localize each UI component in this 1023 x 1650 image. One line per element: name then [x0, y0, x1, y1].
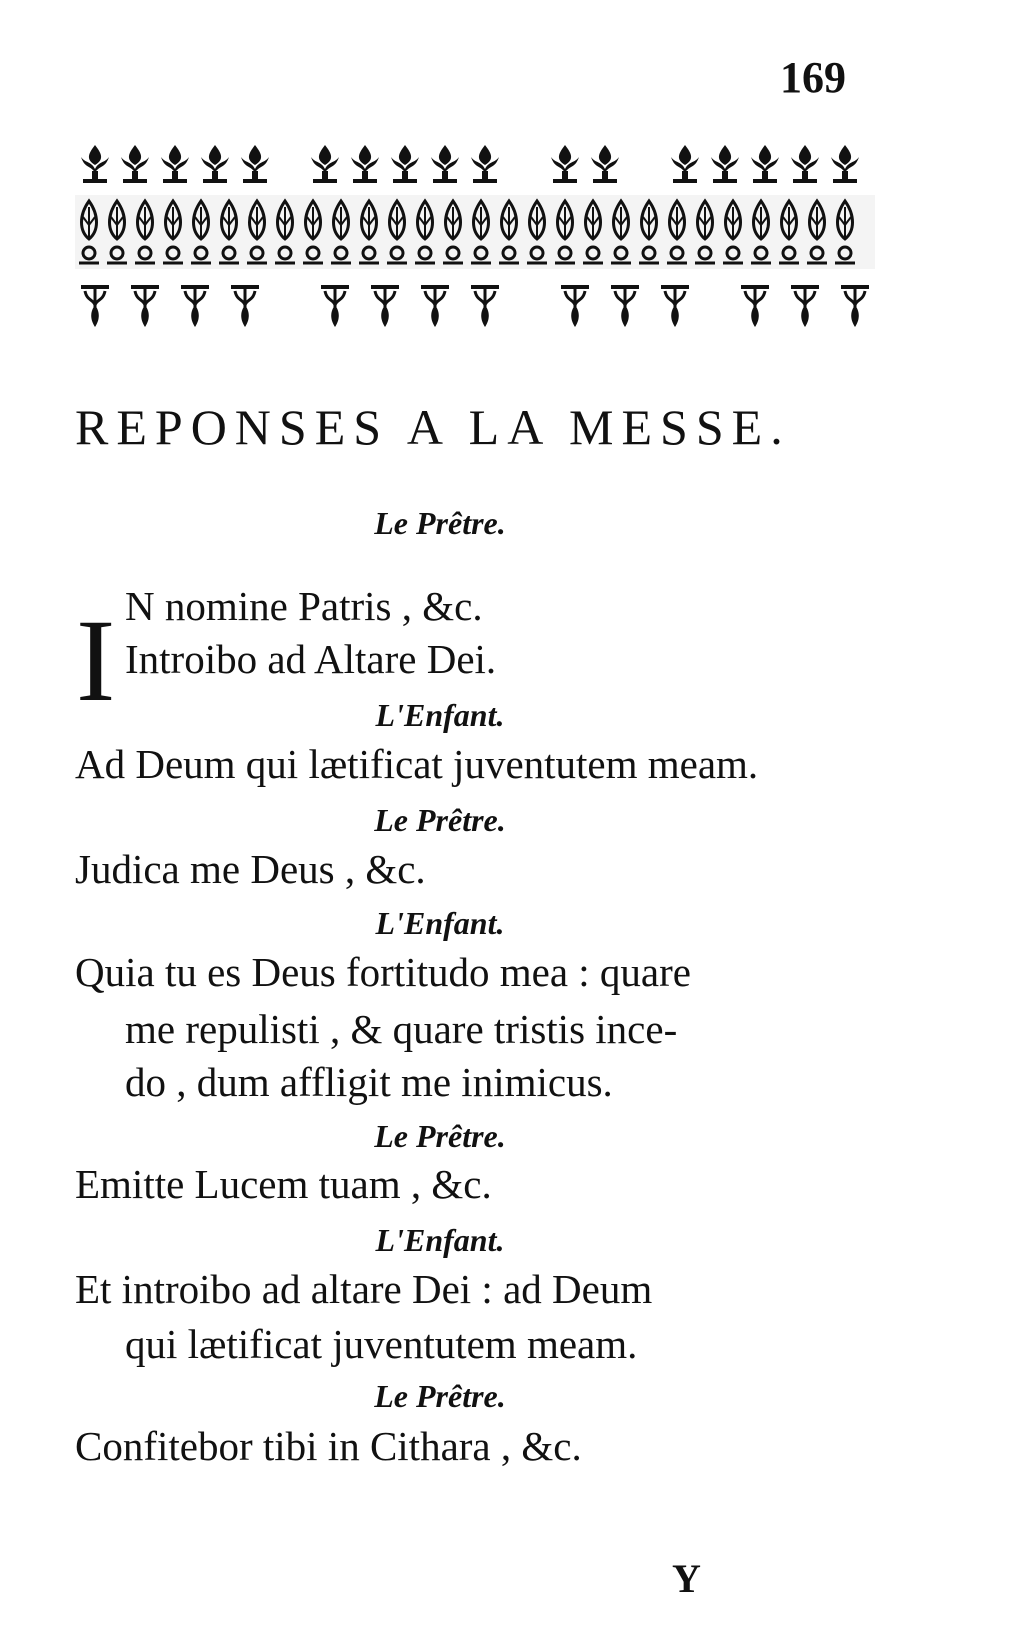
chapter-title: REPONSES A LA MESSE.	[75, 399, 791, 455]
text-line: qui lætificat juventutem meam.	[125, 1321, 638, 1367]
signature-mark: Y	[672, 1556, 701, 1601]
drop-cap: I	[76, 595, 116, 726]
text-line: Emitte Lucem tuam , &c.	[75, 1161, 492, 1207]
text-line: Et introibo ad altare Dei : ad Deum	[75, 1266, 653, 1312]
fleuron-top-row-icon	[81, 145, 859, 183]
text-line: Quia tu es Deus fortitudo mea : quare	[75, 949, 691, 995]
text-line: me repulisti , & quare tristis ince-	[125, 1006, 678, 1052]
speaker-label: L'Enfant.	[375, 905, 505, 941]
text-line: Introibo ad Altare Dei.	[125, 636, 497, 682]
speaker-label: Le Prêtre.	[374, 1378, 506, 1414]
speaker-label: L'Enfant.	[375, 1222, 505, 1258]
text-line: do , dum affligit me inimicus.	[125, 1059, 613, 1105]
text-line: Ad Deum qui lætificat juventutem meam.	[75, 741, 759, 787]
speaker-label: Le Prêtre.	[374, 505, 506, 541]
speaker-label: L'Enfant.	[375, 697, 505, 733]
ornament-band-icon	[75, 195, 875, 269]
speaker-label: Le Prêtre.	[374, 802, 506, 838]
text-line: Judica me Deus , &c.	[75, 846, 426, 892]
page-number: 169	[780, 53, 846, 102]
ornamental-headpiece	[75, 135, 875, 345]
text-line: Confitebor tibi in Cithara , &c.	[75, 1423, 582, 1469]
text-line: N nomine Patris , &c.	[125, 583, 483, 629]
speaker-label: Le Prêtre.	[374, 1118, 506, 1154]
fleuron-bottom-row-icon	[81, 285, 869, 327]
